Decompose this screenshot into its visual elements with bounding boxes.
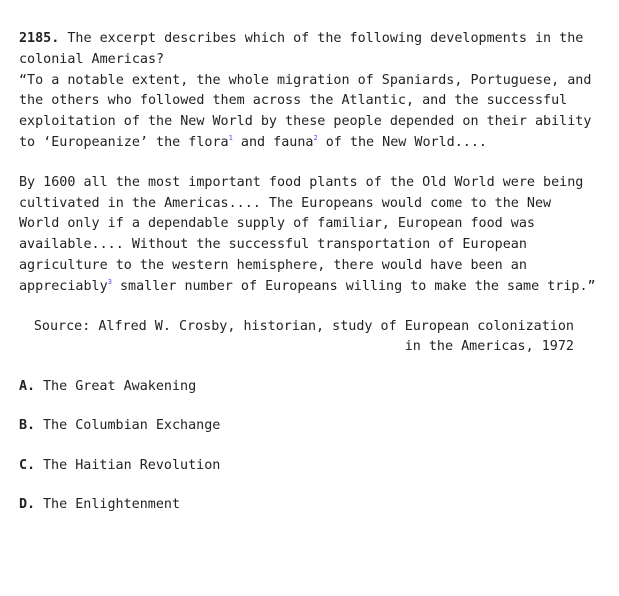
choice-d-letter: D. xyxy=(19,497,36,513)
excerpt-paragraph-2 xyxy=(19,173,599,298)
footnote-marker-2: 2 xyxy=(313,133,318,142)
choice-a[interactable] xyxy=(19,377,599,398)
choice-b-letter: B. xyxy=(19,418,36,434)
source-line-1: Source: Alfred W. Crosby, historian, study of European colonization xyxy=(33,318,574,334)
excerpt-p1-text-c: of the New World.... xyxy=(317,134,487,150)
footnote-marker-3: 3 xyxy=(107,277,112,286)
source-citation xyxy=(19,317,574,359)
answer-choices xyxy=(19,377,599,516)
choice-b-text: The Columbian Exchange xyxy=(43,418,221,434)
footnote-marker-1: 1 xyxy=(228,133,233,142)
choice-a-text: The Great Awakening xyxy=(43,379,197,395)
excerpt-p2-text-b: smaller number of Europeans willing to make the same trip.” xyxy=(111,278,596,294)
source-line-2: in the Americas, 1972 xyxy=(404,339,574,355)
excerpt-p1-text-b: and fauna xyxy=(232,134,314,150)
choice-b[interactable] xyxy=(19,416,599,437)
choice-c[interactable] xyxy=(19,456,599,477)
excerpt xyxy=(19,71,599,298)
question-stem xyxy=(19,29,599,71)
question-number: 2185. xyxy=(19,31,60,46)
choice-c-text: The Haitian Revolution xyxy=(43,457,221,473)
choice-c-letter: C. xyxy=(19,457,36,473)
excerpt-p2-text-a: By 1600 all the most important food plants of the Old World were being cultivated in the Americas.... The Europeans would come to the New World only if a dependable supply of familiar, European food was available.... Without the successful transportation of European agriculture to the western hemisphere, there would have been an appreciably xyxy=(19,174,584,294)
question-page xyxy=(19,29,599,534)
excerpt-p1-text-a: “To a notable extent, the whole migration of Spaniards, Portuguese, and the others who followed them across the Atlantic, and the successful exploitation of the New World by these people depended on their ability to ‘Europeanize’ the flora xyxy=(19,72,592,150)
choice-d[interactable] xyxy=(19,495,599,516)
question-prompt: The excerpt describes which of the following developments in the colonial Americas? xyxy=(19,31,584,67)
choice-d-text: The Enlightenment xyxy=(43,497,181,513)
choice-a-letter: A. xyxy=(19,379,36,395)
excerpt-paragraph-1 xyxy=(19,71,599,154)
